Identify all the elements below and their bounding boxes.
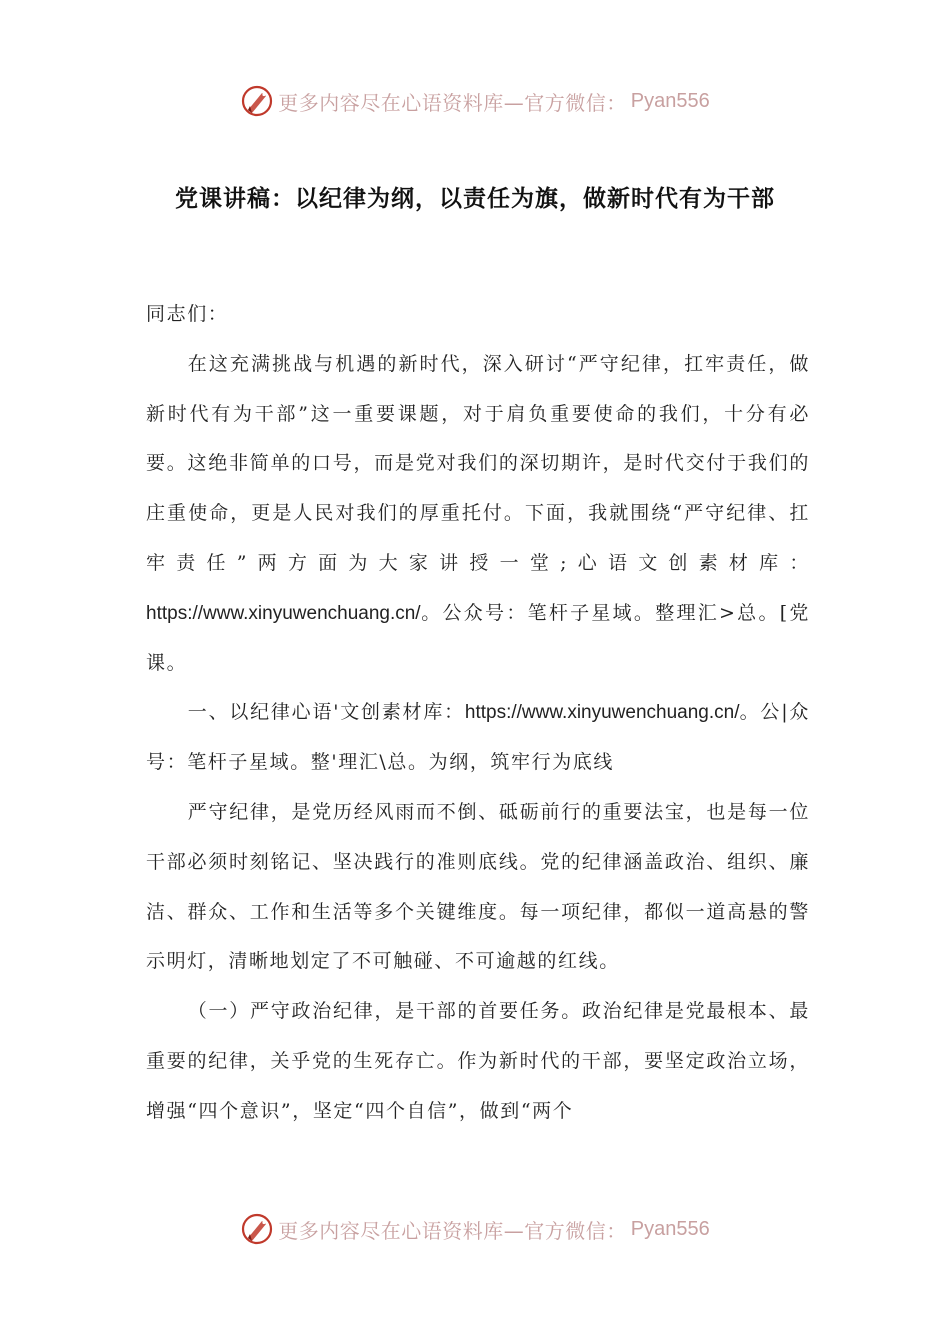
intro-paragraph [146, 340, 810, 689]
footer-watermark-banner [0, 1212, 950, 1246]
watermark-text: 更多内容尽在心语资料库—官方微信： [278, 1218, 627, 1243]
pen-logo-icon [240, 84, 274, 118]
intro-url-link[interactable]: https://www.xinyuwenchuang.cn/ [146, 602, 421, 624]
section-one-text: 一、以纪律心语'文创素材库： [187, 701, 465, 724]
document-title: 党课讲稿：以纪律为纲，以责任为旗，做新时代有为干部 [175, 185, 775, 212]
intro-tail-text: 。公众号：笔杆子星域。整理汇>总。[党课。 [146, 601, 810, 674]
intro-text: 在这充满挑战与机遇的新时代，深入研讨“严守纪律，扛牢责任，做新时代有为干部”这一重要课题，对于肩负重要使命的我们，十分有必要。这绝非简单的口号，而是党对我们的深切期许，是时代交付于我们的庄重使命，更是人民对我们的厚重托付。下面，我就围绕“严守纪律、扛牢责任”两方面为大家讲授一堂;心语文创素材库： [146, 352, 810, 574]
section-one-url-link[interactable]: https://www.xinyuwenchuang.cn/ [464, 702, 740, 724]
political-discipline-paragraph: （一）严守政治纪律，是干部的首要任务。政治纪律是党最根本、最重要的纪律，关乎党的生死存亡。作为新时代的干部，要坚定政治立场，增强“四个意识”，坚定“四个自信”，做到“两个 [146, 1000, 810, 1122]
section-one-tail-text: 。公|众号：笔杆子星域。整'理汇\总。为纲，筑牢行为底线 [146, 701, 810, 774]
document-body [146, 290, 810, 1137]
section-one-heading [146, 688, 810, 788]
watermark-wechat-id: Pyan556 [630, 1217, 710, 1240]
pen-logo-icon [240, 1212, 274, 1246]
header-watermark-banner [0, 84, 950, 118]
watermark-wechat-id: Pyan556 [630, 89, 710, 112]
watermark-text: 更多内容尽在心语资料库—官方微信： [278, 90, 627, 115]
discipline-paragraph: 严守纪律，是党历经风雨而不倒、砥砺前行的重要法宝，也是每一位干部必须时刻铭记、坚决践行的准则底线。党的纪律涵盖政治、组织、廉洁、群众、工作和生活等多个关键维度。每一项纪律，都似一道高悬的警示明灯，清晰地划定了不可触碰、不可逾越的红线。 [146, 800, 810, 973]
salutation: 同志们： [146, 303, 229, 325]
